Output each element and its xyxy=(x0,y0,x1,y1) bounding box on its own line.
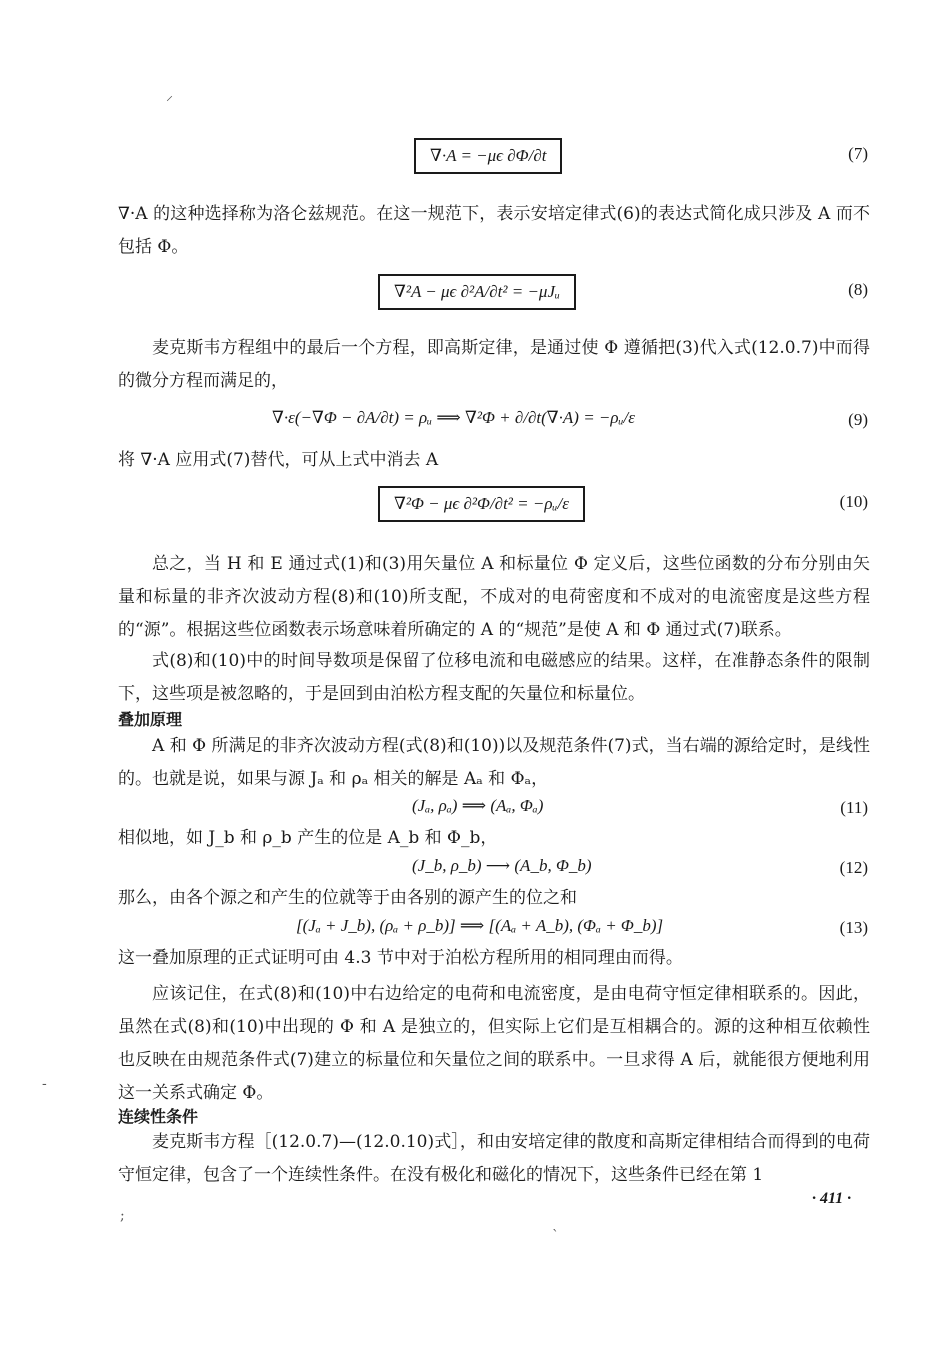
paragraph-substitute: 将 ∇·A 应用式(7)替代，可从上式中消去 A xyxy=(118,450,439,470)
paragraph-coupling: 应该记住，在式(8)和(10)中右边给定的电荷和电流密度，是由电荷守恒定律相联系的。因此，虽然在式(8)和(10)中出现的 Φ 和 A 是独立的，但实际上它们是互相耦合的。源的这种相互依赖性也反映在由规范条件式(7)建立的标量位和矢量位之间的联系中。一旦求得 A 后，就能很方便地利用这一关系式确定 Φ。 xyxy=(118,984,870,1103)
scan-speck: ` xyxy=(552,1228,559,1244)
equation-7 xyxy=(0,138,952,178)
equation-11-body: (Jₐ, ρₐ) ⟹ (Aₐ, Φₐ) xyxy=(412,796,544,815)
equation-8 xyxy=(0,274,952,314)
equation-9 xyxy=(0,404,952,444)
paragraph-gauss-law: 麦克斯韦方程组中的最后一个方程，即高斯定律，是通过使 Φ 遵循把(3)代入式(12.0.7)中而得的微分方程而满足的， xyxy=(118,338,870,391)
heading-continuity: 连续性条件 xyxy=(118,1107,199,1126)
paragraph-continuity: 麦克斯韦方程［(12.0.7)—(12.0.10)式］，和由安培定律的散度和高斯定律相结合而得到的电荷守恒定律，包含了一个连续性条件。在没有极化和磁化的情况下，这些条件已经在第 1 xyxy=(118,1132,870,1185)
equation-7-body: ∇·A = −μϵ ∂Φ/∂t xyxy=(414,138,562,174)
paragraph-proof: 这一叠加原理的正式证明可由 4.3 节中对于泊松方程所用的相同理由而得。 xyxy=(118,948,683,968)
paragraph-linearity: A 和 Φ 所满足的非齐次波动方程(式(8)和(10))以及规范条件(7)式，当右端的源给定时，是线性的。也就是说，如果与源 Jₐ 和 ρₐ 相关的解是 Aₐ 和 Φₐ， xyxy=(118,736,870,789)
equation-13-body: [(Jₐ + J_b), (ρₐ + ρ_b)] ⟹ [(Aₐ + A_b), (Φₐ + Φ_b)] xyxy=(296,916,664,935)
equation-10-number: (10) xyxy=(839,492,868,511)
paragraph-time-derivative: 式(8)和(10)中的时间导数项是保留了位移电流和电磁感应的结果。这样，在准静态条件的限制下，这些项是被忽略的，于是回到由泊松方程支配的矢量位和标量位。 xyxy=(118,651,870,704)
equation-12-body: (J_b, ρ_b) ⟶ (A_b, Φ_b) xyxy=(412,856,592,875)
equation-9-number: (9) xyxy=(848,410,868,429)
equation-8-body: ∇²A − μϵ ∂²A/∂t² = −μJᵤ xyxy=(378,274,576,310)
scan-speck: ⸝ xyxy=(166,88,173,104)
heading-superposition: 叠加原理 xyxy=(118,710,183,729)
equation-11-number: (11) xyxy=(840,798,868,817)
paragraph-lorentz-gauge: ∇·A 的这种选择称为洛仑兹规范。在这一规范下，表示安培定律式(6)的表达式简化成只涉及 A 而不包括 Φ。 xyxy=(118,204,870,257)
equation-8-number: (8) xyxy=(848,280,868,299)
scan-speck: ; xyxy=(120,1208,125,1224)
page-number: · 411 · xyxy=(812,1190,852,1207)
paragraph-sum-of-sources: 那么，由各个源之和产生的位就等于由各别的源产生的位之和 xyxy=(118,888,577,908)
paragraph-similarly: 相似地，如 J_b 和 ρ_b 产生的位是 A_b 和 Φ_b， xyxy=(118,828,498,848)
equation-12-number: (12) xyxy=(839,858,868,877)
paragraph-summary: 总之，当 H 和 E 通过式(1)和(3)用矢量位 A 和标量位 Φ 定义后，这些位函数的分布分别由矢量和标量的非齐次波动方程(8)和(10)所支配，不成对的电荷密度和不成对的电流密度是这些方程的“源”。根据这些位函数表示场意味着所确定的 A 的“规范”是使 A 和 Φ 通过式(7)联系。 xyxy=(118,554,870,640)
scan-speck: - xyxy=(42,1076,47,1092)
equation-10-body: ∇²Φ − μϵ ∂²Φ/∂t² = −ρᵤ/ε xyxy=(378,486,585,522)
equation-9-body: ∇·ε(−∇Φ − ∂A/∂t) = ρᵤ ⟹ ∇²Φ + ∂/∂t(∇·A) = −ρᵤ/ε xyxy=(272,408,635,427)
equation-7-number: (7) xyxy=(848,144,868,163)
equation-13-number: (13) xyxy=(839,918,868,937)
equation-10 xyxy=(0,486,952,526)
